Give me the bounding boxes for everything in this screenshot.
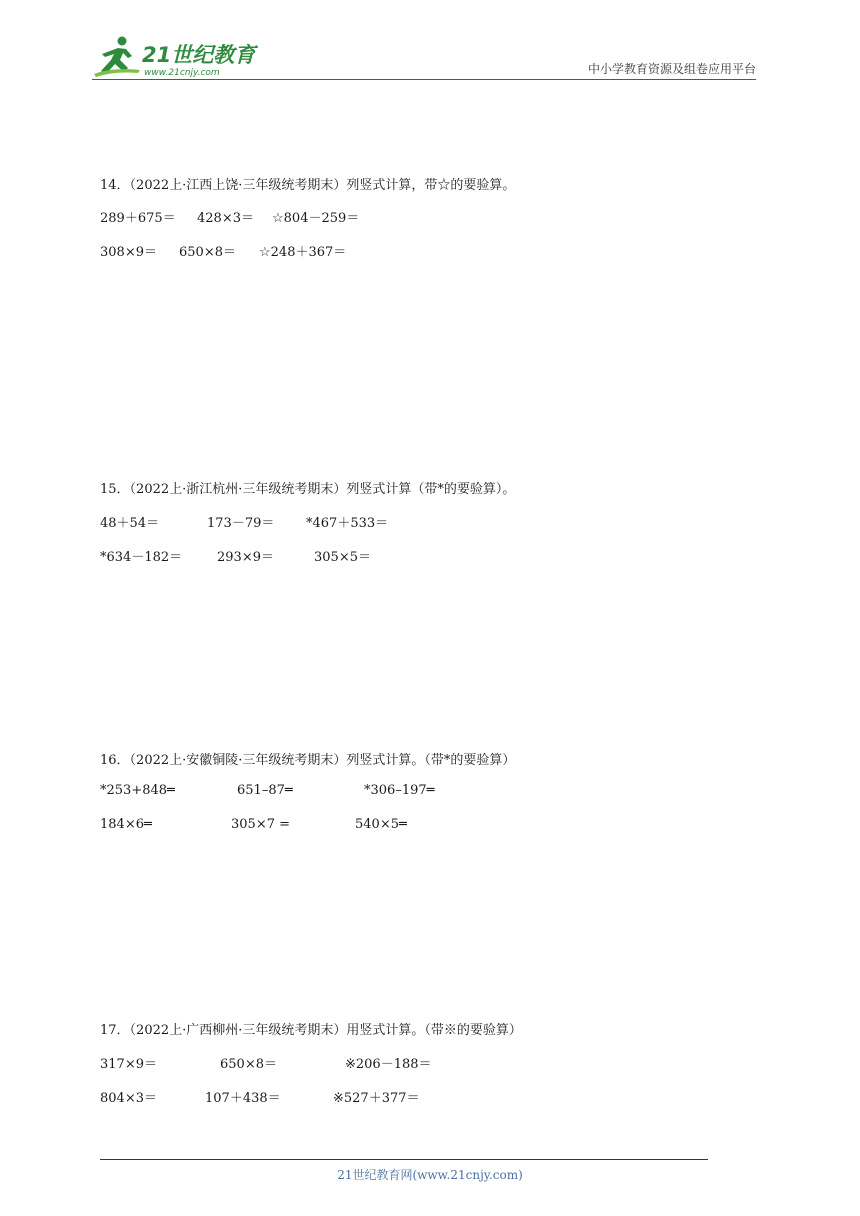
logo-text: 21世纪教育	[142, 43, 256, 67]
expression: *634－182＝	[100, 550, 183, 565]
question-15-title: 15．（2022上·浙江杭州·三年级统考期末）列竖式计算（带*的要验算）。	[100, 482, 516, 497]
expression: 428×3＝	[197, 211, 254, 226]
expression: 48＋54＝	[100, 516, 160, 531]
expression: 317×9＝	[100, 1057, 157, 1072]
question-14-title: 14．（2022上·江西上饶·三年级统考期末）列竖式计算，带☆的要验算。	[100, 178, 516, 193]
footer-divider	[100, 1159, 708, 1160]
expression: 804×3＝	[100, 1091, 157, 1106]
question-17-title: 17．（2022上·广西柳州·三年级统考期末）用竖式计算。（带※的要验算）	[100, 1023, 522, 1038]
expression: 650×8＝	[220, 1057, 277, 1072]
expression: 289＋675＝	[100, 211, 176, 226]
expression: *467＋533＝	[306, 516, 389, 531]
expression: ☆248＋367＝	[259, 245, 347, 260]
question-16-title: 16．（2022上·安徽铜陵·三年级统考期末）列竖式计算。（带*的要验算）	[100, 753, 516, 768]
expression: *253+848═	[100, 783, 175, 798]
expression: 305×5＝	[314, 550, 371, 565]
expression: 650×8＝	[179, 245, 236, 260]
expression: 107＋438＝	[205, 1091, 281, 1106]
expression: 305×7 =	[231, 817, 291, 832]
expression: ☆804－259＝	[272, 211, 360, 226]
expression: *306–197═	[364, 783, 435, 798]
expression: 540×5═	[355, 817, 407, 832]
expression: 308×9＝	[100, 245, 157, 260]
site-logo	[92, 34, 262, 80]
header-divider	[92, 79, 756, 80]
runner-icon	[94, 37, 140, 78]
footer-source: 21世纪教育网(www.21cnjy.com)	[337, 1168, 523, 1182]
platform-name: 中小学教育资源及组卷应用平台	[587, 62, 756, 76]
expression: ※206－188＝	[345, 1057, 432, 1072]
expression: 293×9＝	[217, 550, 274, 565]
logo-url: www.21cnjy.com	[144, 68, 220, 78]
expression: 651–87═	[237, 783, 293, 798]
expression: ※527＋377＝	[333, 1091, 420, 1106]
expression: 184×6═	[100, 817, 152, 832]
expression: 173－79＝	[207, 516, 275, 531]
